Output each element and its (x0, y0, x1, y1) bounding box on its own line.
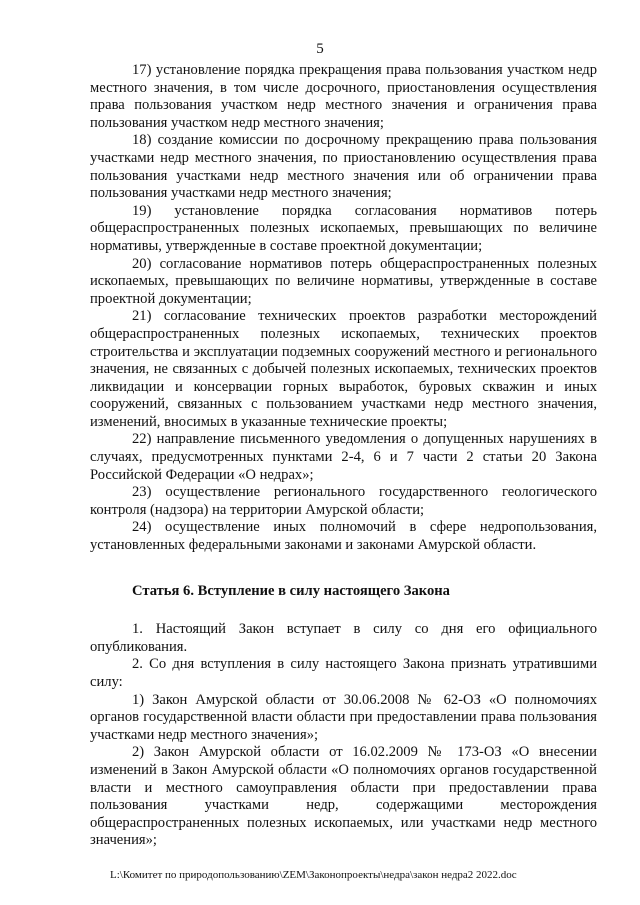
article-clause-1: 1. Настоящий Закон вступает в силу со дня его официального опубликования. (90, 621, 597, 655)
repealed-law-1: 1) Закон Амурской области от 30.06.2008 № 62-ОЗ «О полномочиях органов государственной власти области при предоставлении права пользования участками недр местного значения»; (90, 691, 597, 743)
file-path-footer: L:\Комитет по природопользованию\ZEM\Законопроекты\недра\закон недра2 2022.doc (110, 869, 517, 881)
list-item-24: 24) осуществление иных полномочий в сфере недропользования, установленных федеральными законами и законами Амурской области. (90, 519, 597, 554)
list-item-23: 23) осуществление регионального государственного геологического контроля (надзора) на территории Амурской области; (90, 484, 597, 518)
list-item-21: 21) согласование технических проектов разработки месторождений общераспространенных полезных ископаемых, технических проектов строительства и эксплуатации подземных сооружений местного и регионального значения, не связанных с добычей полезных ископаемых, технических проектов ликвидации и консервации горных выработок, буровых скважин и иных сооружений, связанных с пользованием участками недр местного значения, изменений, вносимых в указанные технические проекты; (90, 308, 597, 430)
document-body (90, 62, 597, 850)
page-number: 5 (316, 41, 324, 57)
article-heading: Статья 6. Вступление в силу настоящего Закона (132, 582, 450, 599)
repealed-law-2: 2) Закон Амурской области от 16.02.2009 № 173-ОЗ «О внесении изменений в Закон Амурской области «О полномочиях органов государственной власти и местного самоуправления области при предоставлении права пользования участками недр, содержащими месторождения общераспространенных полезных ископаемых, или участками недр местного значения»; (90, 744, 597, 849)
list-item-17: 17) установление порядка прекращения права пользования участком недр местного значения, в том числе досрочного, приостановления осуществления права пользования участком недр местного значения и ограничения права пользования участком недр местного значения; (90, 62, 597, 131)
article-clause-2: 2. Со дня вступления в силу настоящего Закона признать утратившими силу: (90, 656, 597, 690)
list-item-22: 22) направление письменного уведомления о допущенных нарушениях в случаях, предусмотренных пунктами 2-4, 6 и 7 части 2 статьи 20 Закона Российской Федерации «О недрах»; (90, 431, 597, 483)
list-item-20: 20) согласование нормативов потерь общераспространенных полезных ископаемых, превышающих по величине нормативы, утвержденные в составе проектной документации; (90, 255, 597, 307)
list-item-18: 18) создание комиссии по досрочному прекращению права пользования участками недр местного значения, по приостановлению осуществления права пользования участками недр местного значения или об ограничении права пользования участками недр местного значения; (90, 132, 597, 202)
list-item-19: 19) установление порядка согласования нормативов потерь общераспространенных полезных ископаемых, превышающих по величине нормативы, утвержденные в составе проектной документации; (90, 202, 597, 254)
